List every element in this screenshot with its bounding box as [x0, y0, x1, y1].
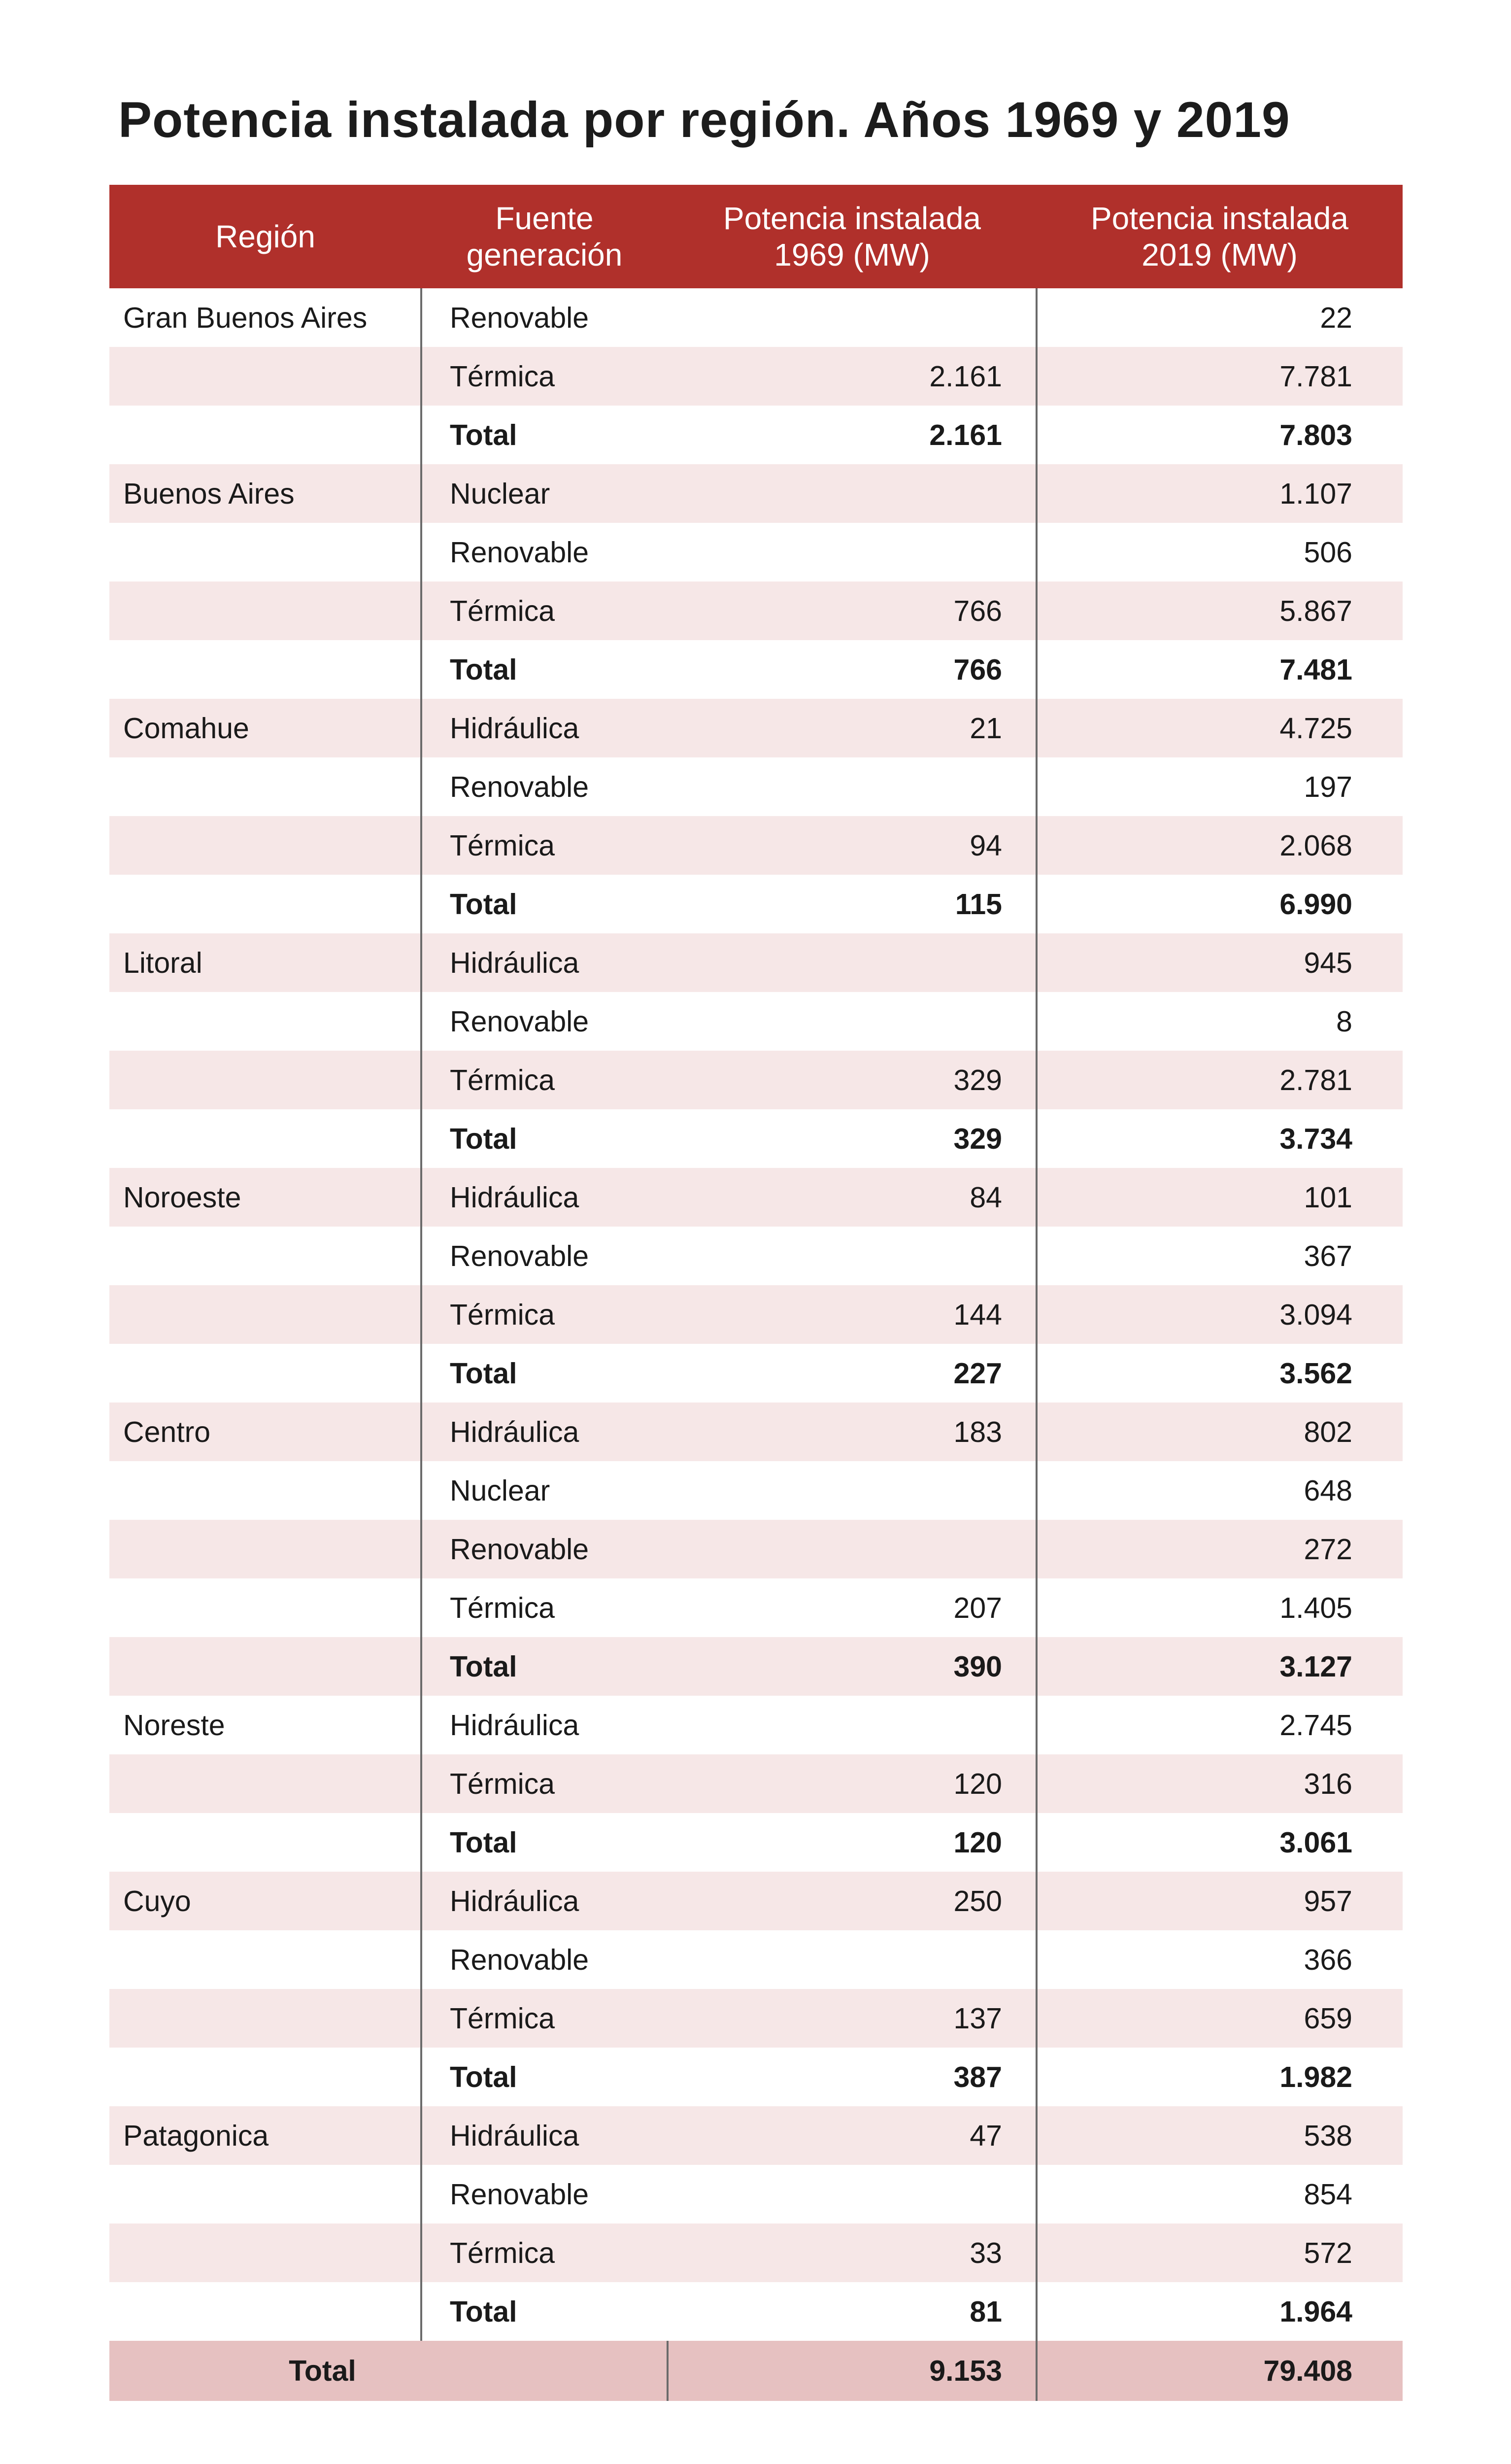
- source-cell: Térmica: [421, 816, 668, 875]
- value-1969-cell: [668, 992, 1037, 1051]
- value-1969-cell: 144: [668, 1285, 1037, 1344]
- table-row: [109, 1344, 1403, 1403]
- region-cell: Cuyo: [109, 1872, 421, 1930]
- value-1969-cell: 81: [668, 2282, 1037, 2341]
- value-1969-cell: [668, 1696, 1037, 1754]
- value-1969-cell: 94: [668, 816, 1037, 875]
- table-row: [109, 1168, 1403, 1227]
- region-cell: [109, 757, 421, 816]
- header-power-2019: [1037, 185, 1403, 288]
- source-cell: Térmica: [421, 1051, 668, 1109]
- value-2019-cell: 272: [1037, 1520, 1403, 1578]
- source-cell: Total: [421, 875, 668, 933]
- table-row: [109, 1520, 1403, 1578]
- source-cell: Total: [421, 2048, 668, 2106]
- value-2019-cell: 854: [1304, 2178, 1352, 2211]
- table-row: [109, 2048, 1403, 2106]
- region-cell: Gran Buenos Aires: [123, 301, 368, 334]
- table-row: [109, 875, 1403, 933]
- table-row: [109, 816, 1403, 875]
- source-cell: Térmica: [421, 347, 668, 406]
- source-cell: Hidráulica: [421, 1168, 668, 1227]
- value-2019-cell: 2.745: [1279, 1709, 1352, 1742]
- header-2019-line1: Potencia instalada: [1090, 201, 1349, 236]
- value-1969-cell: 207: [668, 1578, 1037, 1637]
- value-1969-cell: 2.161: [668, 347, 1037, 406]
- value-2019-cell: 2.068: [1037, 816, 1403, 875]
- value-2019-cell: 7.481: [1279, 653, 1352, 686]
- value-1969-cell: 227: [668, 1344, 1037, 1403]
- value-2019-cell: 659: [1037, 1989, 1403, 2048]
- region-cell: [109, 2224, 421, 2282]
- value-2019-cell: 101: [1037, 1168, 1403, 1227]
- source-cell: Hidráulica: [421, 699, 668, 757]
- region-cell: Patagonica: [109, 2106, 421, 2165]
- value-1969-cell: [668, 1520, 1037, 1578]
- header-source-line1: Fuente: [495, 201, 594, 236]
- table-header: [109, 185, 1403, 288]
- header-region: [109, 185, 421, 288]
- source-cell: Nuclear: [421, 464, 668, 523]
- value-1969-cell: 250: [668, 1872, 1037, 1930]
- value-1969-cell: [668, 1930, 1037, 1989]
- value-2019-cell: 7.781: [1037, 347, 1403, 406]
- region-cell: [109, 2165, 421, 2224]
- source-cell: Renovable: [421, 1520, 668, 1578]
- value-2019-cell: 316: [1037, 1754, 1403, 1813]
- source-cell: Térmica: [421, 1754, 668, 1813]
- value-2019-cell: 802: [1037, 1403, 1403, 1461]
- value-2019-cell: 3.127: [1037, 1637, 1403, 1696]
- source-cell: Térmica: [421, 1989, 668, 2048]
- value-2019-cell: 1.982: [1279, 2060, 1352, 2093]
- table-row: [109, 640, 1403, 699]
- header-source: [421, 185, 668, 288]
- source-cell: Total: [421, 2282, 668, 2341]
- value-2019-cell: 22: [1320, 301, 1352, 334]
- value-1969-cell: 766: [668, 582, 1037, 640]
- table-row: [109, 1285, 1403, 1344]
- value-1969-cell: [668, 1461, 1037, 1520]
- region-cell: [109, 1989, 421, 2048]
- header-power-1969: [668, 185, 1037, 288]
- value-1969-cell: 120: [668, 1754, 1037, 1813]
- table-row: [109, 2224, 1403, 2282]
- table-row: [109, 523, 1403, 582]
- value-2019-cell: 538: [1037, 2106, 1403, 2165]
- value-2019-cell: 1.405: [1279, 1591, 1352, 1624]
- value-2019-cell: 367: [1304, 1239, 1352, 1272]
- source-cell: Hidráulica: [421, 2106, 668, 2165]
- source-cell: Nuclear: [421, 1461, 668, 1520]
- value-1969-cell: [668, 1227, 1037, 1285]
- table-row: [109, 406, 1403, 464]
- source-cell: Renovable: [421, 992, 668, 1051]
- value-1969-cell: 120: [668, 1813, 1037, 1872]
- table-row: [109, 464, 1403, 523]
- table-row: [109, 1051, 1403, 1109]
- header-row: [109, 185, 1403, 288]
- region-cell: [109, 2048, 421, 2106]
- table-row: [109, 757, 1403, 816]
- region-cell: [109, 1930, 421, 1989]
- value-2019-cell: 7.803: [1279, 418, 1352, 451]
- table-row: [109, 1461, 1403, 1520]
- data-table-container: [109, 185, 1403, 2401]
- value-2019-cell: 4.725: [1037, 699, 1403, 757]
- value-2019-cell: 648: [1304, 1474, 1352, 1507]
- grand-total-label: Total: [109, 2341, 421, 2401]
- source-cell: Total: [421, 406, 668, 464]
- value-2019-cell: 2.781: [1037, 1051, 1403, 1109]
- region-cell: [109, 1813, 421, 1872]
- source-cell: Térmica: [421, 1578, 668, 1637]
- grand-total-spacer: [421, 2341, 668, 2401]
- table-row: [109, 933, 1403, 992]
- value-1969-cell: 21: [668, 699, 1037, 757]
- value-2019-cell: 3.061: [1279, 1826, 1352, 1859]
- value-1969-cell: 329: [668, 1109, 1037, 1168]
- value-1969-cell: 137: [668, 1989, 1037, 2048]
- value-1969-cell: 766: [668, 640, 1037, 699]
- table-row: [109, 2282, 1403, 2341]
- region-cell: [109, 1520, 421, 1578]
- header-source-line2: generación: [466, 237, 623, 273]
- value-1969-cell: 390: [668, 1637, 1037, 1696]
- value-2019-cell: 5.867: [1037, 582, 1403, 640]
- region-cell: [109, 1344, 421, 1403]
- value-1969-cell: 115: [668, 875, 1037, 933]
- region-cell: [109, 406, 421, 464]
- value-1969-cell: 2.161: [668, 406, 1037, 464]
- value-1969-cell: 84: [668, 1168, 1037, 1227]
- source-cell: Renovable: [421, 2165, 668, 2224]
- power-table: [109, 185, 1403, 2401]
- table-row: [109, 1872, 1403, 1930]
- table-row: [109, 1813, 1403, 1872]
- region-cell: [109, 582, 421, 640]
- region-cell: [109, 1754, 421, 1813]
- value-2019-cell: 3.562: [1279, 1357, 1352, 1390]
- value-1969-cell: [668, 523, 1037, 582]
- header-1969-line1: Potencia instalada: [723, 201, 981, 236]
- value-1969-cell: 329: [668, 1051, 1037, 1109]
- source-cell: Térmica: [421, 1285, 668, 1344]
- source-cell: Renovable: [421, 288, 668, 347]
- value-2019-cell: 6.990: [1279, 888, 1352, 921]
- region-cell: [109, 1051, 421, 1109]
- source-cell: Total: [421, 1637, 668, 1696]
- table-row: [109, 699, 1403, 757]
- value-2019-cell: 957: [1037, 1872, 1403, 1930]
- table-body: [109, 288, 1403, 2401]
- header-region-label: Región: [215, 219, 315, 254]
- source-cell: Total: [421, 1109, 668, 1168]
- source-cell: Renovable: [421, 1227, 668, 1285]
- region-cell: Litoral: [109, 933, 421, 992]
- region-cell: Buenos Aires: [109, 464, 421, 523]
- table-row: [109, 1989, 1403, 2048]
- value-2019-cell: 197: [1304, 770, 1352, 803]
- region-cell: Noreste: [123, 1709, 225, 1742]
- table-row: [109, 1637, 1403, 1696]
- region-cell: [109, 1637, 421, 1696]
- grand-total-row: [109, 2341, 1403, 2401]
- source-cell: Hidráulica: [421, 1696, 668, 1754]
- value-2019-cell: 945: [1037, 933, 1403, 992]
- region-cell: [109, 1461, 421, 1520]
- source-cell: Térmica: [421, 582, 668, 640]
- table-row: [109, 582, 1403, 640]
- table-row: [109, 288, 1403, 347]
- table-row: [109, 1227, 1403, 1285]
- grand-total-1969: 9.153: [668, 2341, 1037, 2401]
- value-2019-cell: 8: [1336, 1005, 1352, 1038]
- value-1969-cell: [668, 464, 1037, 523]
- value-2019-cell: 1.964: [1279, 2295, 1352, 2328]
- table-row: [109, 1403, 1403, 1461]
- region-cell: [109, 992, 421, 1051]
- region-cell: [109, 1109, 421, 1168]
- source-cell: Térmica: [421, 2224, 668, 2282]
- source-cell: Hidráulica: [421, 1403, 668, 1461]
- region-cell: Comahue: [109, 699, 421, 757]
- table-row: [109, 2165, 1403, 2224]
- region-cell: [109, 1285, 421, 1344]
- table-row: [109, 347, 1403, 406]
- value-1969-cell: 387: [668, 2048, 1037, 2106]
- table-row: [109, 1930, 1403, 1989]
- region-cell: [109, 523, 421, 582]
- value-1969-cell: 183: [668, 1403, 1037, 1461]
- grand-total-2019: 79.408: [1037, 2341, 1403, 2401]
- table-row: [109, 1109, 1403, 1168]
- header-2019-line2: 2019 (MW): [1142, 237, 1298, 273]
- value-1969-cell: [668, 288, 1037, 347]
- value-2019-cell: 3.094: [1037, 1285, 1403, 1344]
- value-2019-cell: 366: [1304, 1943, 1352, 1976]
- source-cell: Renovable: [421, 1930, 668, 1989]
- region-cell: [109, 347, 421, 406]
- region-cell: Noroeste: [109, 1168, 421, 1227]
- source-cell: Renovable: [421, 523, 668, 582]
- source-cell: Total: [421, 1813, 668, 1872]
- source-cell: Hidráulica: [421, 1872, 668, 1930]
- region-cell: [109, 1578, 421, 1637]
- value-1969-cell: 47: [668, 2106, 1037, 2165]
- region-cell: [109, 2282, 421, 2341]
- page-title: Potencia instalada por región. Años 1969 y 2019: [118, 92, 1290, 148]
- header-1969-line2: 1969 (MW): [774, 237, 930, 273]
- source-cell: Renovable: [421, 757, 668, 816]
- value-2019-cell: 1.107: [1037, 464, 1403, 523]
- value-1969-cell: [668, 933, 1037, 992]
- value-1969-cell: 33: [668, 2224, 1037, 2282]
- table-row: [109, 1578, 1403, 1637]
- region-cell: [109, 816, 421, 875]
- region-cell: [109, 640, 421, 699]
- table-row: [109, 1754, 1403, 1813]
- source-cell: Hidráulica: [421, 933, 668, 992]
- region-cell: Centro: [109, 1403, 421, 1461]
- value-2019-cell: 572: [1037, 2224, 1403, 2282]
- table-row: [109, 992, 1403, 1051]
- source-cell: Total: [421, 640, 668, 699]
- value-2019-cell: 3.734: [1279, 1122, 1352, 1155]
- region-cell: [109, 1227, 421, 1285]
- table-row: [109, 1696, 1403, 1754]
- table-row: [109, 2106, 1403, 2165]
- value-1969-cell: [668, 2165, 1037, 2224]
- value-2019-cell: 506: [1304, 536, 1352, 569]
- source-cell: Total: [421, 1344, 668, 1403]
- value-1969-cell: [668, 757, 1037, 816]
- region-cell: [109, 875, 421, 933]
